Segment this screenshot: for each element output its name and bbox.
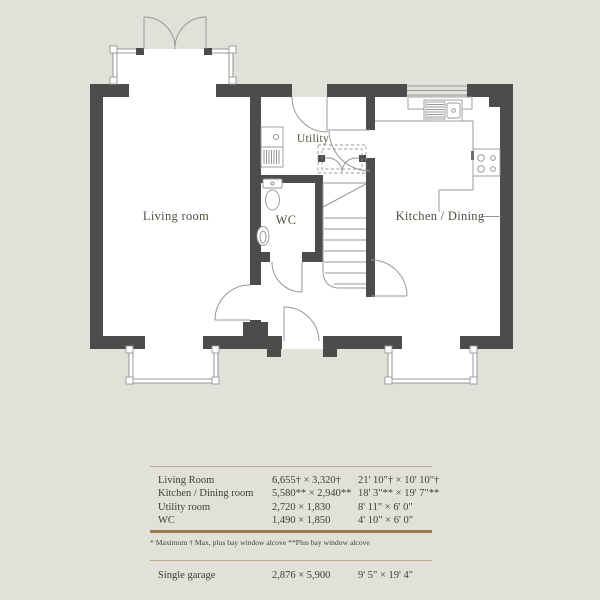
metric-dimensions: 6,655† × 3,320† <box>272 475 341 486</box>
metric-dimensions: 2,876 × 5,900 <box>272 569 331 581</box>
room-label-wc: WC <box>275 213 297 227</box>
room-label-living: Living room <box>142 209 210 223</box>
room-name: Living Room <box>158 475 215 486</box>
table-row <box>150 501 432 514</box>
table-row <box>150 474 440 487</box>
garage-top-rule <box>150 560 432 561</box>
imperial-dimensions: 4' 10" × 6' 0" <box>358 515 414 527</box>
room-label-utility: Utility <box>296 133 330 145</box>
table-thick-rule <box>150 530 432 533</box>
table-top-rule <box>150 466 432 467</box>
table-row <box>150 514 432 527</box>
imperial-dimensions: 21' 10"† × 10' 10"† <box>358 475 440 486</box>
room-name: WC <box>158 515 175 527</box>
table-footnote: * Maximum † Max, plus bay window alcove **Plus bay window alcove <box>150 537 370 547</box>
dimensions-table <box>150 466 440 582</box>
metric-dimensions: 2,720 × 1,830 <box>272 501 331 513</box>
imperial-dimensions: 8' 11" × 6' 0" <box>358 501 413 513</box>
room-name: Kitchen / Dining room <box>158 488 254 500</box>
table-row <box>150 487 440 500</box>
kitchen-sink <box>424 100 462 121</box>
utility-fittings <box>261 127 283 167</box>
dimension-rows <box>150 474 440 528</box>
room-name: Single garage <box>158 569 216 581</box>
metric-dimensions: 1,490 × 1,850 <box>272 515 331 527</box>
hob <box>471 149 500 176</box>
french-doors <box>144 17 206 49</box>
imperial-dimensions: 18' 3"** × 19' 7"** <box>358 488 440 500</box>
garage-row <box>150 569 432 582</box>
metric-dimensions: 5,580** × 2,940** <box>272 488 352 500</box>
room-label-kitchen: Kitchen / Dining <box>395 209 485 223</box>
imperial-dimensions: 9' 5" × 19' 4" <box>358 569 414 581</box>
basin <box>257 227 269 246</box>
room-name: Utility room <box>158 501 211 513</box>
